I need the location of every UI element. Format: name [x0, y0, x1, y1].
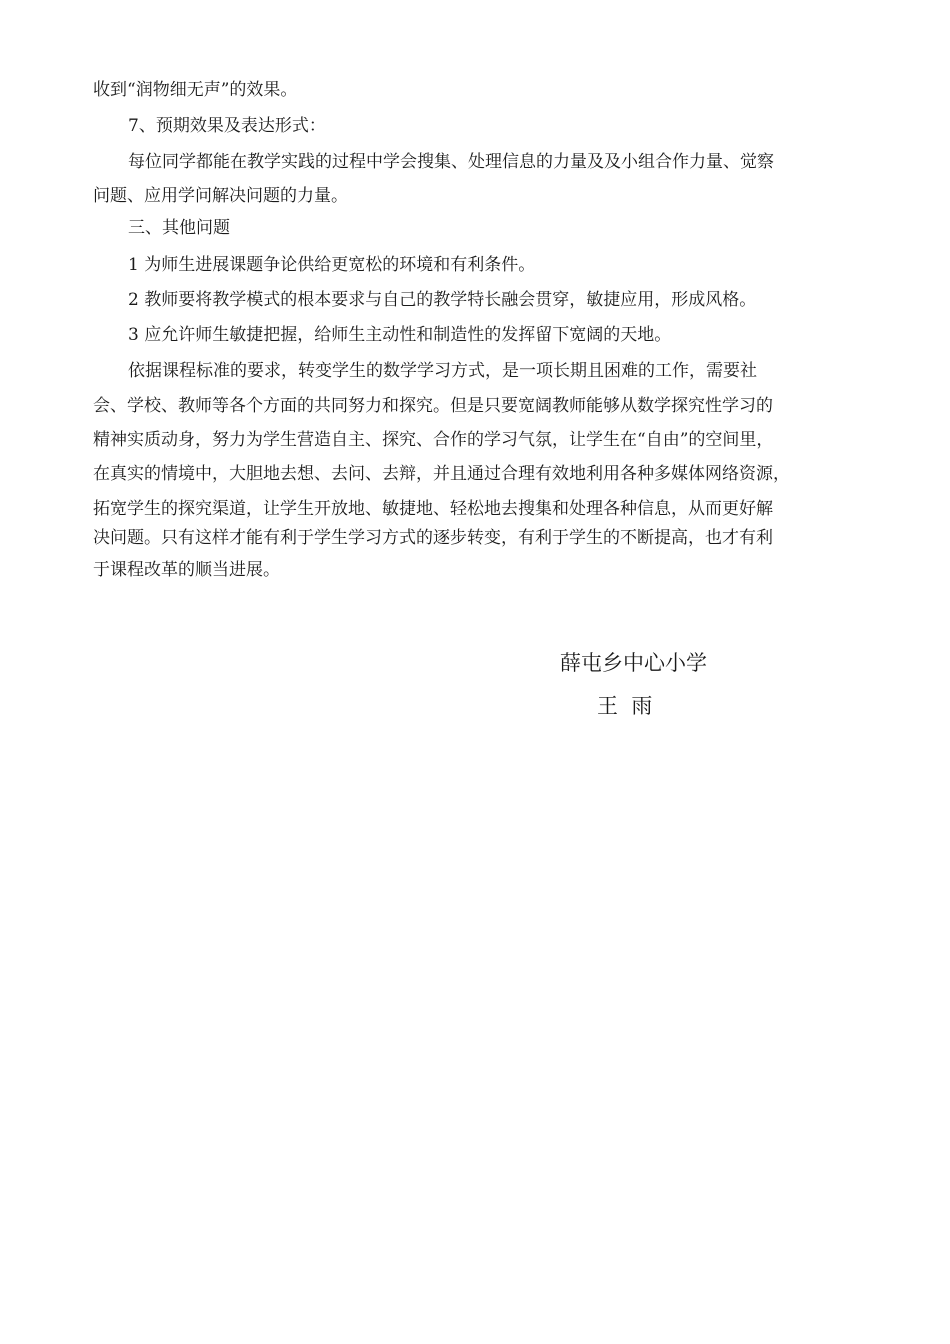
paragraph-line: 在真实的情境中，大胆地去想、去问、去辩，并且通过合理有效地利用各种多媒体网络资源， — [93, 464, 790, 484]
paragraph-line: 问题、应用学问解决问题的力量。 — [93, 186, 348, 206]
paragraph-line: 每位同学都能在教学实践的过程中学会搜集、处理信息的力量及及小组合作力量、觉察 — [128, 152, 774, 172]
signature-author: 王 雨 — [597, 694, 653, 718]
list-item: 1 为师生进展课题争论供给更宽松的环境和有利条件。 — [128, 255, 536, 275]
section-heading: 三、其他问题 — [128, 218, 230, 238]
list-item: 2 教师要将教学模式的根本要求与自己的教学特长融会贯穿，敏捷应用，形成风格。 — [128, 290, 757, 310]
paragraph-line: 精神实质动身，努力为学生营造自主、探究、合作的学习气氛，让学生在“自由”的空间里， — [93, 430, 774, 450]
paragraph-line: 决问题。只有这样才能有利于学生学习方式的逐步转变，有利于学生的不断提高，也才有利 — [93, 528, 773, 548]
list-item: 3 应允许师生敏捷把握，给师生主动性和制造性的发挥留下宽阔的天地。 — [128, 325, 672, 345]
section-heading: 7、预期效果及表达形式： — [128, 116, 326, 136]
paragraph-line: 会、学校、教师等各个方面的共同努力和探究。但是只要宽阔教师能够从数学探究性学习的 — [93, 396, 773, 416]
signature-school: 薛屯乡中心小学 — [560, 651, 707, 675]
paragraph-line: 依据课程标准的要求，转变学生的数学学习方式，是一项长期且困难的工作，需要社 — [128, 361, 757, 381]
paragraph-line: 收到“润物细无声”的效果。 — [93, 80, 298, 100]
paragraph-line: 拓宽学生的探究渠道，让学生开放地、敏捷地、轻松地去搜集和处理各种信息，从而更好解 — [93, 499, 773, 519]
paragraph-line: 于课程改革的顺当进展。 — [93, 560, 280, 580]
